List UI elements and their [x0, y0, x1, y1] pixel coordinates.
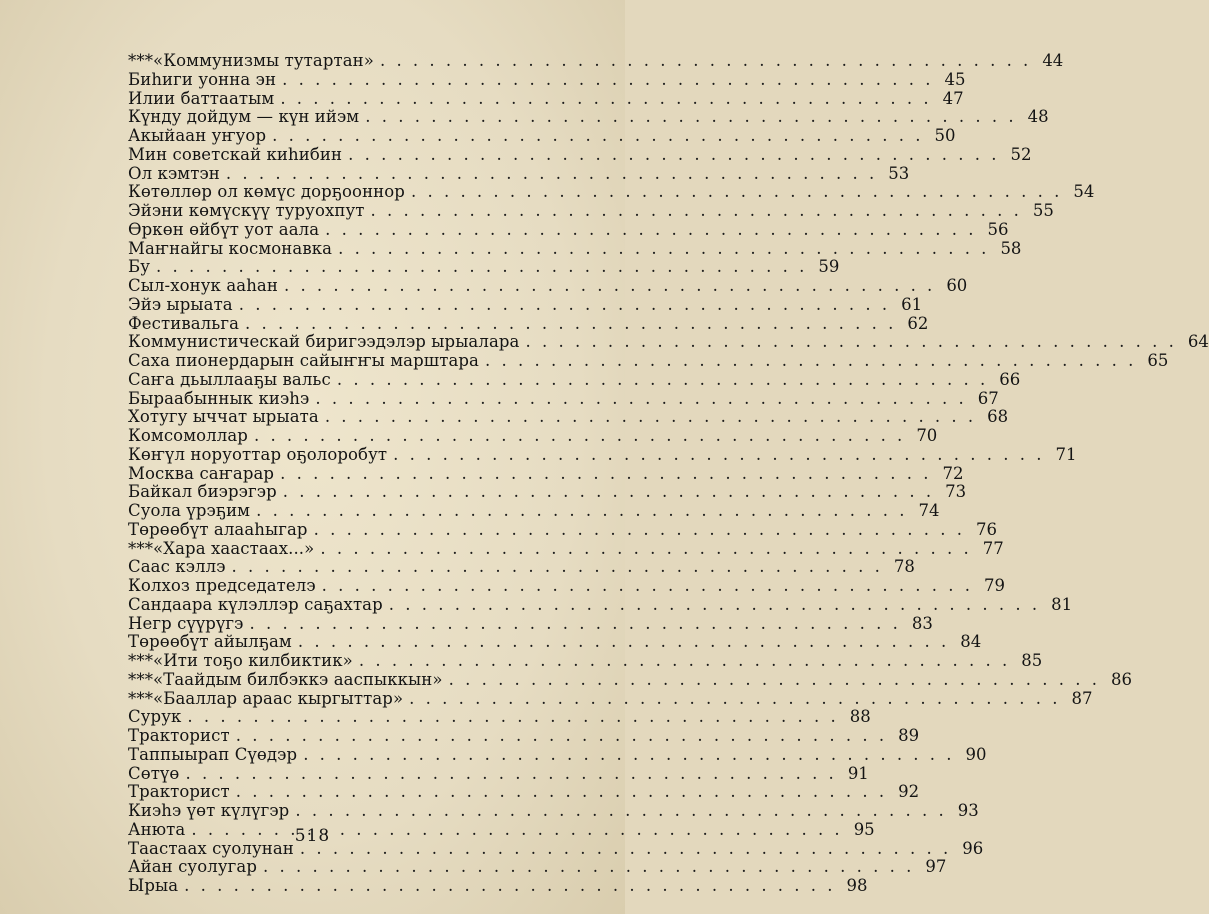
dot-leader [249, 615, 906, 634]
toc-entry-title: Коммунистическай биригээдэлэр ырыалара [128, 332, 520, 352]
dot-leader [272, 127, 929, 146]
toc-entry [128, 576, 1006, 596]
toc-entry [128, 857, 947, 877]
toc-entry-title: Өркөн өйбүт уот аала [128, 219, 320, 239]
toc-entry-title: Илии баттаатым [128, 88, 275, 108]
dot-leader [409, 690, 1066, 709]
toc-entry-page: 95 [853, 819, 875, 839]
toc-entry-title: Анюта [128, 819, 186, 839]
toc-entry-page: 48 [1027, 107, 1049, 127]
toc-entry [128, 369, 1021, 390]
dot-leader [226, 165, 883, 184]
toc-entry-page: 44 [1042, 51, 1064, 70]
toc-entry-page: 85 [1021, 651, 1043, 670]
toc-entry-page: 59 [818, 257, 840, 277]
toc-entry-page: 55 [1032, 201, 1054, 220]
toc-entry [128, 538, 1004, 559]
toc-entry-title: Сурук [128, 707, 182, 727]
toc-entry-title: Күнду дойдум — күн ийэм [128, 107, 360, 127]
toc-entry-page: 72 [942, 463, 964, 483]
toc-entry-title: ***«Хара хаастаах...» [128, 538, 315, 558]
toc-entry-page: 70 [916, 426, 938, 445]
toc-entry-title: Мин советскай киhибин [128, 144, 343, 164]
toc-entry [128, 219, 1009, 240]
toc-entry-page: 90 [965, 744, 987, 764]
dot-leader [256, 502, 913, 521]
toc-entry-page: 71 [1055, 444, 1077, 464]
dot-leader [359, 652, 1016, 671]
toc-entry [128, 163, 910, 184]
dot-leader [236, 783, 893, 802]
toc-entry-page: 65 [1147, 351, 1169, 370]
toc-entry-page: 91 [847, 763, 869, 783]
toc-entry [128, 763, 869, 784]
toc-entry-page: 74 [918, 501, 940, 520]
dot-leader [280, 90, 937, 109]
toc-entry [128, 51, 1064, 71]
toc-entry [128, 669, 1132, 690]
toc-entry-title: Төрөөбүт айылҕам [128, 632, 292, 652]
toc-entry-page: 47 [942, 88, 964, 108]
dot-leader [185, 765, 842, 784]
toc-entry-title: ***«Таайдым билбэккэ ааспыккын» [128, 669, 443, 689]
toc-entry-title: Ырыа [128, 876, 179, 895]
toc-entry-title: Ол кэмтэн [128, 163, 220, 183]
toc-entry-page: 62 [907, 313, 929, 333]
toc-entry-title: Акыйаан уҥуор [128, 126, 267, 145]
toc-entry [128, 276, 968, 296]
toc-entry [128, 463, 964, 484]
toc-entry-page: 86 [1110, 669, 1132, 689]
toc-entry-title: Сандаара күлэллэр саҕахтар [128, 594, 383, 614]
toc-entry-page: 76 [975, 519, 997, 539]
toc-entry [128, 613, 933, 634]
toc-entry-page: 97 [925, 857, 947, 877]
dot-leader [239, 296, 896, 315]
dot-leader [322, 577, 979, 596]
dot-leader [389, 596, 1046, 615]
toc-entry [128, 801, 979, 821]
dot-leader [449, 671, 1106, 690]
toc-entry-title: Көтөллөр ол көмүс дорҕооннор [128, 182, 405, 202]
toc-entry-title: Быраабыннык киэhэ [128, 388, 310, 408]
toc-entry [128, 126, 956, 146]
toc-entry [128, 351, 1169, 371]
toc-entry-page: 93 [957, 801, 979, 820]
toc-entry [128, 426, 938, 446]
dot-leader [393, 446, 1050, 465]
toc-entry-page: 89 [898, 726, 920, 745]
toc-entry-title: Көҥүл норуоттар оҕолоробут [128, 444, 388, 464]
toc-entry-title: Суола үрэҕим [128, 501, 251, 520]
dot-leader [280, 465, 937, 484]
table-of-contents [128, 51, 1209, 896]
toc-entry-page: 73 [945, 482, 967, 502]
toc-entry [128, 88, 964, 109]
toc-entry-page: 79 [984, 576, 1006, 595]
toc-entry [128, 876, 868, 896]
toc-entry [128, 651, 1043, 671]
toc-entry [128, 707, 871, 727]
dot-leader [325, 221, 982, 240]
toc-entry [128, 557, 915, 577]
dot-leader [156, 258, 813, 277]
dot-leader [263, 858, 920, 877]
dot-leader [315, 390, 972, 409]
toc-entry-title: Биhиги уонна эн [128, 69, 277, 89]
toc-entry [128, 482, 967, 502]
toc-entry [128, 726, 920, 746]
toc-entry [128, 313, 929, 334]
toc-entry [128, 332, 1209, 352]
toc-entry [128, 388, 999, 409]
toc-entry-title: Негр сүүрүгэ [128, 613, 244, 633]
toc-entry-page: 78 [893, 557, 915, 577]
dot-leader [314, 521, 971, 540]
dot-leader [525, 333, 1182, 352]
toc-entry-title: ***«Бааллар араас кыргыттар» [128, 688, 404, 708]
toc-entry-title: Колхоз председателэ [128, 576, 316, 595]
dot-leader [295, 802, 952, 821]
toc-entry [128, 69, 966, 90]
toc-entry [128, 444, 1077, 465]
toc-entry-page: 67 [977, 388, 999, 408]
toc-entry-title: Сыл-хонук ааhан [128, 276, 278, 295]
toc-entry-page: 92 [898, 782, 920, 802]
toc-entry-page: 81 [1051, 594, 1073, 614]
toc-entry-page: 61 [901, 294, 923, 314]
dot-leader [380, 52, 1037, 71]
dot-leader [232, 558, 889, 577]
toc-entry-page: 50 [934, 126, 956, 145]
dot-leader [325, 408, 982, 427]
toc-entry-page: 58 [1000, 238, 1022, 258]
dot-leader [298, 633, 955, 652]
toc-entry-page: 84 [960, 632, 982, 652]
toc-entry-title: Тракторист [128, 726, 230, 745]
toc-entry [128, 594, 1073, 615]
toc-entry [128, 294, 923, 315]
dot-leader [338, 240, 995, 259]
dot-leader [337, 371, 994, 390]
toc-entry [128, 519, 997, 540]
toc-entry-page: 52 [1010, 144, 1032, 164]
toc-entry-title: Эйэ ырыата [128, 294, 233, 314]
dot-leader [283, 483, 940, 502]
toc-entry-page: 77 [982, 538, 1004, 558]
toc-entry [128, 201, 1054, 221]
toc-entry [128, 407, 1009, 427]
toc-entry-title: Айан суолугар [128, 857, 257, 877]
dot-leader [187, 708, 844, 727]
toc-entry-page: 68 [987, 407, 1009, 427]
toc-entry-title: Фестивальга [128, 313, 240, 333]
toc-entry-title: Сөтүө [128, 763, 180, 783]
toc-entry-title: Москва саҥарар [128, 463, 275, 483]
toc-entry-page: 66 [999, 369, 1021, 389]
dot-leader [254, 427, 911, 446]
dot-leader [411, 183, 1068, 202]
toc-entry [128, 144, 1032, 165]
dot-leader [485, 352, 1142, 371]
dot-leader [365, 108, 1022, 127]
toc-entry-page: 45 [944, 69, 966, 89]
toc-entry-title: Төрөөбүт алааhыгар [128, 519, 308, 539]
toc-entry-title: Таппыырап Сүөдэр [128, 744, 298, 764]
dot-leader [245, 315, 902, 334]
toc-entry-page: 53 [888, 163, 910, 183]
toc-entry [128, 238, 1022, 259]
toc-entry-title: ***«Ити тоҕо килбиктик» [128, 651, 353, 670]
toc-entry-page: 56 [987, 219, 1009, 239]
toc-entry-page: 60 [946, 276, 968, 295]
toc-entry [128, 632, 982, 652]
toc-entry-title: Бу [128, 257, 151, 277]
toc-entry-page: 88 [849, 707, 871, 727]
dot-leader [184, 877, 841, 896]
toc-entry-title: Эйэни көмүскүү туруохпут [128, 201, 365, 220]
toc-entry [128, 744, 987, 765]
toc-entry [128, 501, 940, 521]
toc-entry-title: Саас кэллэ [128, 557, 226, 577]
toc-entry-title: Таастаах суолунан [128, 838, 294, 858]
toc-entry-title: Тракторист [128, 782, 230, 802]
toc-entry-title: Хотугу ыччат ырыата [128, 407, 319, 427]
toc-entry [128, 782, 920, 802]
dot-leader [284, 277, 941, 296]
dot-leader [320, 540, 977, 559]
dot-leader [303, 746, 960, 765]
dot-leader [282, 71, 939, 90]
toc-entry-title: Байкал биэрэгэр [128, 482, 277, 502]
toc-entry [128, 107, 1049, 127]
dot-leader [236, 727, 893, 746]
toc-entry-title: Маҥнайгы космонавка [128, 238, 333, 258]
toc-entry-page: 96 [962, 838, 984, 858]
toc-entry-title: ***«Коммунизмы тутартан» [128, 51, 374, 70]
toc-entry-title: Саҥа дьыллааҕы вальс [128, 369, 331, 389]
toc-entry-title: Киэhэ үөт күлүгэр [128, 801, 290, 820]
toc-entry [128, 688, 1093, 709]
toc-entry-page: 98 [846, 876, 868, 895]
toc-entry-page: 54 [1073, 182, 1095, 202]
toc-entry-title: Саха пионердарын сайыҥҥы марштара [128, 351, 479, 370]
page-number: 518 [294, 826, 331, 846]
toc-entry-page: 87 [1071, 688, 1093, 708]
toc-entry-page: 83 [911, 613, 933, 633]
toc-entry [128, 182, 1095, 202]
toc-entry-page: 64 [1187, 332, 1209, 352]
dot-leader [348, 146, 1005, 165]
toc-entry [128, 257, 840, 277]
toc-entry-title: Комсомоллар [128, 426, 248, 445]
dot-leader [371, 202, 1028, 221]
